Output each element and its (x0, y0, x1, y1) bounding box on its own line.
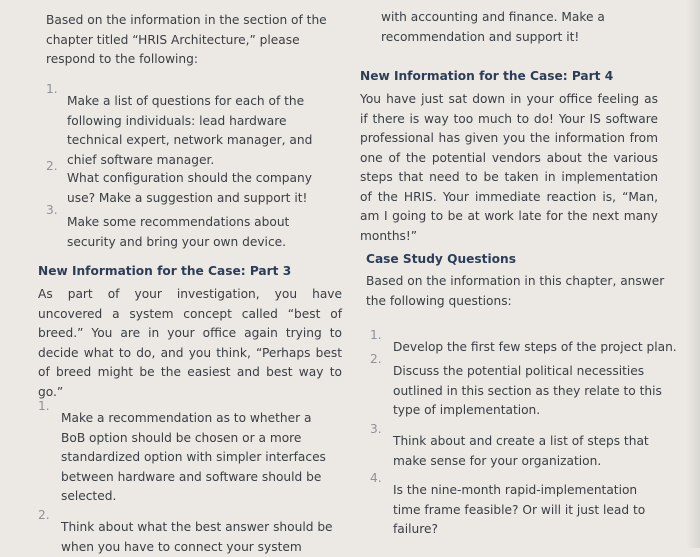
list3-item4-text: Is the nine-month rapid-implementation time frame feasible? Or will it just lead to failure? (393, 483, 646, 537)
part4-paragraph: You have just sat down in your office feeling as if there is way too much to do! Your IS software professional has given you the information from one of the potential vendors about the various steps that need to be taken in implementation of the HRIS. Your immediate reaction is, “Man, am I going to be at work late for the next many months!” (360, 92, 658, 243)
case-study-intro: Based on the information in this chapter, answer the following questions: (366, 274, 665, 308)
list3-item3-text: Think about and create a list of steps that make sense for your organization. (393, 434, 649, 468)
list1-item2-number: 2. (46, 159, 58, 173)
list2-item1-number: 1. (38, 399, 50, 413)
list3-item2-text: Discuss the potential political necessities outlined in this section as they relate to this type of implementation. (393, 364, 662, 418)
list3-item1-number: 1. (370, 328, 382, 342)
list1-item1-number: 1. (46, 82, 58, 96)
part3-heading: New Information for the Case: Part 3 (38, 264, 292, 278)
part4-heading: New Information for the Case: Part 4 (360, 69, 614, 83)
list3-item1-text: Develop the first few steps of the project plan. (393, 340, 677, 355)
intro-paragraph: Based on the information in the section of the chapter titled “HRIS Architecture,” please respond to the following: (46, 13, 327, 66)
list3-item4-number: 4. (370, 471, 382, 485)
list2-item2-text: Think about what the best answer should be when you have to connect your system (61, 520, 333, 554)
part3-paragraph: As part of your investigation, you have uncovered a system concept called “best of breed.” You are in your office again trying to decide what to do, and you think, “Perhaps best of breed might be the easiest and best way to go.” (38, 287, 342, 399)
list2-item2-number: 2. (38, 508, 50, 522)
list1-item3-number: 3. (46, 203, 58, 217)
list3-item2-number: 2. (370, 352, 382, 366)
page-edge-shadow (686, 0, 700, 548)
continuation-paragraph: with accounting and finance. Make a recommendation and support it! (381, 10, 605, 44)
list3-item3-number: 3. (370, 422, 382, 436)
case-study-heading: Case Study Questions (366, 252, 516, 266)
list1-item1-text: Make a list of questions for each of the following individuals: lead hardware technical expert, network manager, and chief software manager. (67, 94, 313, 167)
list1-item3-text: Make some recommendations about security and bring your own device. (67, 215, 290, 249)
list1-item2-text: What configuration should the company use? Make a suggestion and support it! (67, 171, 312, 205)
list2-item1-text: Make a recommendation as to whether a BoB option should be chosen or a more standardized option with simpler interfaces between hardware and software should be selected. (61, 411, 326, 504)
